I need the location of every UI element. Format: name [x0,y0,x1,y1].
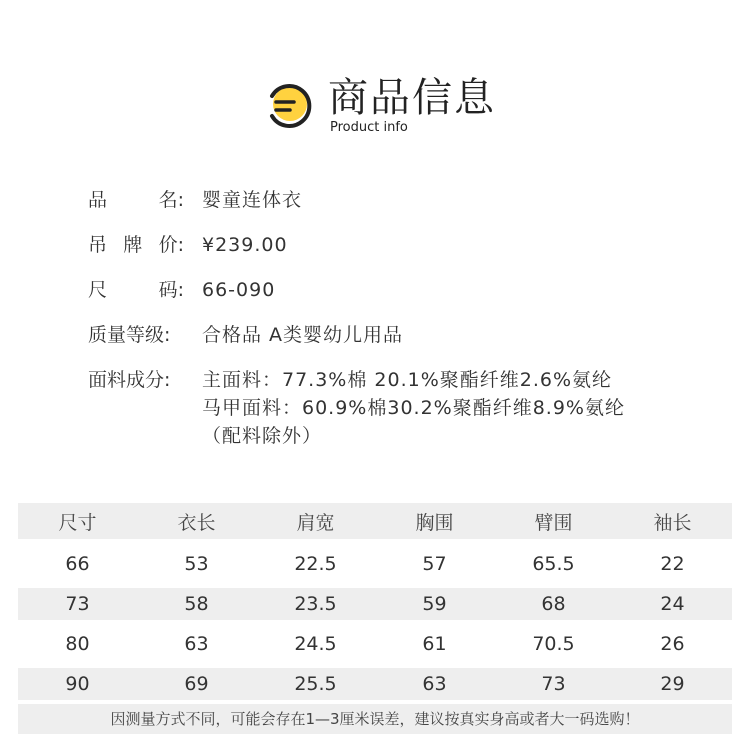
table-cell: 22 [660,553,685,575]
table-cell: 73 [65,593,90,615]
info-value [202,366,625,450]
product-info-header [0,70,750,140]
info-row-quality [88,321,728,366]
info-label: 尺 码: [88,279,184,301]
info-value: 婴童连体衣 [202,189,303,211]
product-info-list [88,186,728,447]
table-row [18,625,732,663]
header-cell: 衣长 [177,511,216,534]
fabric-line-vest: 马甲面料：60.9%棉30.2%聚酯纤维8.9%氨纶 [202,397,625,419]
table-cell: 25.5 [294,673,337,695]
table-cell: 73 [541,673,566,695]
table-cell: 61 [422,633,447,655]
info-row-fabric [88,366,728,447]
info-label: 品 名: [88,189,184,211]
list-document-icon [264,82,312,130]
info-value: 合格品 A类婴幼儿用品 [202,324,404,346]
table-cell: 63 [184,633,209,655]
table-cell: 65.5 [532,553,575,575]
info-label: 吊 牌 价: [88,234,184,256]
info-value: ¥239.00 [202,234,288,256]
header-cell: 臂围 [534,511,573,534]
table-cell: 53 [184,553,209,575]
size-table [18,503,732,705]
table-row [18,668,732,700]
table-row [18,545,732,583]
page-title: 商品信息 [328,75,496,121]
table-cell: 80 [65,633,90,655]
table-cell: 69 [184,673,209,695]
table-cell: 23.5 [294,593,337,615]
table-cell: 22.5 [294,553,337,575]
info-row-size [88,276,728,321]
table-cell: 57 [422,553,447,575]
table-cell: 24.5 [294,633,337,655]
info-label: 面料成分: [88,369,171,391]
header-cell: 胸围 [415,511,454,534]
table-cell: 68 [541,593,566,615]
fabric-line-main: 主面料：77.3%棉 20.1%聚酯纤维2.6%氨纶 [202,369,613,391]
table-cell: 29 [660,673,685,695]
table-cell: 90 [65,673,90,695]
fabric-line-note: （配料除外） [202,425,323,447]
table-cell: 66 [65,553,90,575]
table-cell: 63 [422,673,447,695]
page-subtitle: Product info [330,120,408,135]
header-cell: 袖长 [653,511,692,534]
header-cell: 肩宽 [296,511,335,534]
size-table-header [18,503,732,539]
table-row [18,588,732,620]
info-row-name [88,186,728,231]
info-value: 66-090 [202,279,276,301]
table-cell: 24 [660,593,685,615]
header-cell: 尺寸 [58,511,97,534]
info-label: 质量等级: [88,324,171,346]
table-cell: 58 [184,593,209,615]
table-cell: 70.5 [532,633,575,655]
table-cell: 26 [660,633,685,655]
info-row-price [88,231,728,276]
measurement-note: 因测量方式不同，可能会存在1—3厘米误差，建议按真实身高或者大一码选购！ [18,704,732,734]
table-cell: 59 [422,593,447,615]
